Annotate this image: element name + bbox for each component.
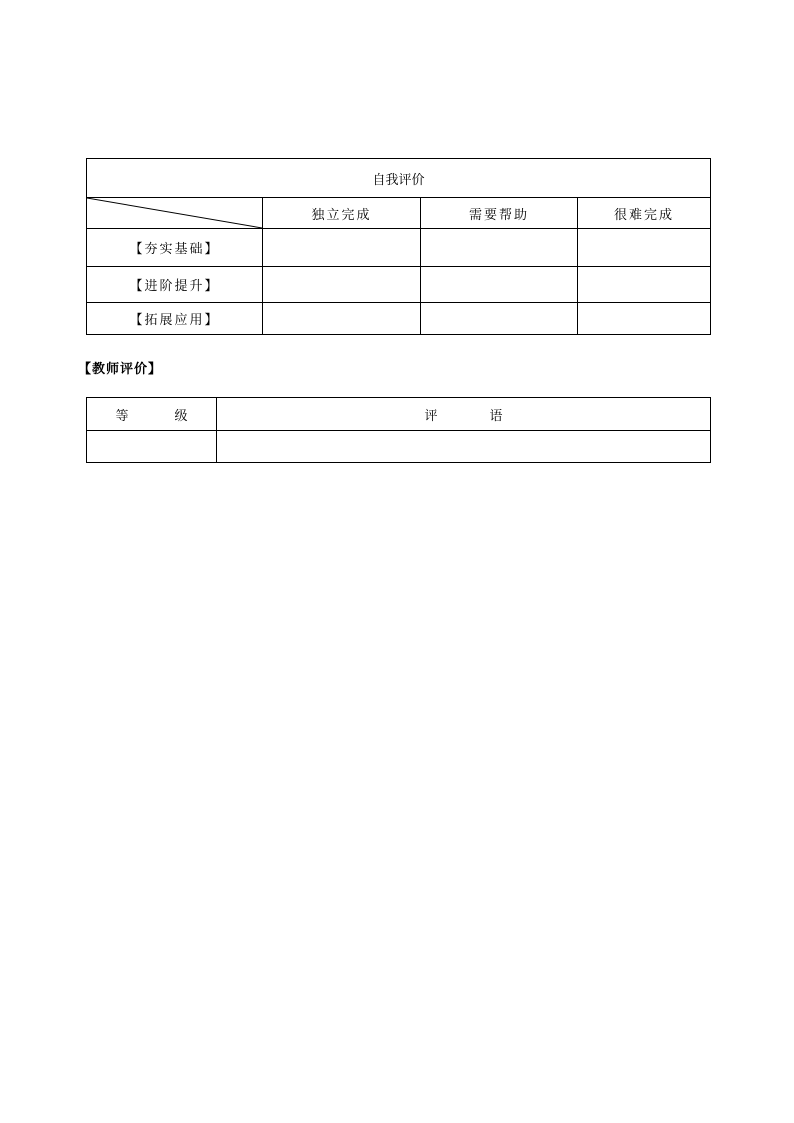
grade-label-char-1: 等 bbox=[115, 408, 129, 424]
rating-cell[interactable] bbox=[578, 303, 711, 335]
comment-header bbox=[217, 398, 711, 431]
row-label-application: 【拓展应用】 bbox=[87, 303, 263, 335]
table-row bbox=[87, 267, 711, 303]
column-header-independent: 独立完成 bbox=[263, 198, 421, 229]
rating-cell[interactable] bbox=[578, 229, 711, 267]
column-header-difficult: 很难完成 bbox=[578, 198, 711, 229]
rating-cell[interactable] bbox=[578, 267, 711, 303]
self-evaluation-table bbox=[86, 158, 711, 335]
row-label-advanced: 【进阶提升】 bbox=[87, 267, 263, 303]
diagonal-line bbox=[87, 198, 262, 228]
self-evaluation-title: 自我评价 bbox=[87, 159, 711, 198]
rating-cell[interactable] bbox=[421, 229, 578, 267]
row-label-basic: 【夯实基础】 bbox=[87, 229, 263, 267]
table-row bbox=[87, 229, 711, 267]
rating-cell[interactable] bbox=[263, 303, 421, 335]
rating-cell[interactable] bbox=[263, 267, 421, 303]
grade-header bbox=[87, 398, 217, 431]
column-header-need-help: 需要帮助 bbox=[421, 198, 578, 229]
grade-cell[interactable] bbox=[87, 431, 217, 463]
grade-label-char-2: 级 bbox=[174, 408, 188, 424]
comment-label-char-1: 评 bbox=[424, 408, 438, 424]
teacher-evaluation-heading: 【教师评价】 bbox=[78, 362, 163, 377]
rating-cell[interactable] bbox=[421, 303, 578, 335]
diagonal-header-cell bbox=[87, 198, 263, 229]
rating-cell[interactable] bbox=[421, 267, 578, 303]
teacher-evaluation-table bbox=[86, 397, 711, 463]
table-row bbox=[87, 431, 711, 463]
comment-cell[interactable] bbox=[217, 431, 711, 463]
comment-label-char-2: 语 bbox=[489, 408, 503, 424]
rating-cell[interactable] bbox=[263, 229, 421, 267]
table-row bbox=[87, 303, 711, 335]
